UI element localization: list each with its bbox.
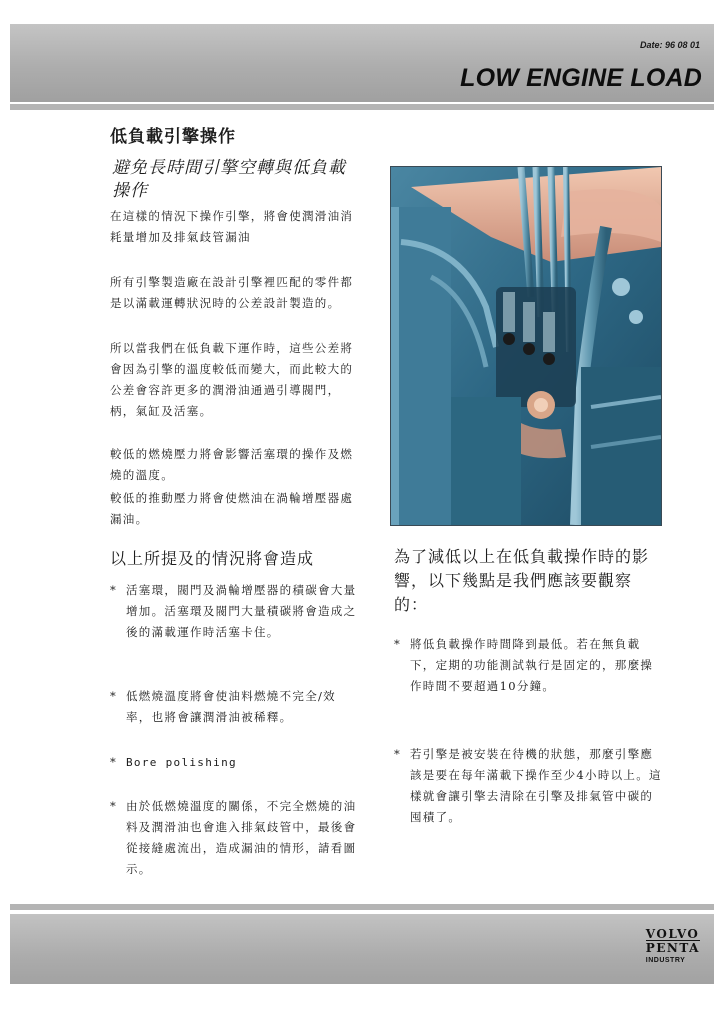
cause-text: 低燃燒溫度將會使油料燃燒不完全/效率，也將會讓潤滑油被稀釋。 — [126, 689, 336, 724]
cause-item — [110, 686, 360, 728]
header-divider — [10, 104, 714, 110]
observation-text: 若引擎是被安裝在待機的狀態，那麼引擎應該是要在每年滿載下操作至少4小時以上。這樣就會讓引擎去清除在引擎及排氣管中碳的囤積了。 — [410, 747, 662, 824]
paragraph-design: 所有引擎製造廠在設計引擎裡匹配的零件都是以滿載運轉狀況時的公差設計製造的。 — [110, 275, 354, 310]
main-heading: 低負載引擎操作 — [110, 127, 236, 147]
cause-text: 由於低燃燒溫度的關係，不完全燃燒的油料及潤滑油也會進入排氣歧管中，最後會從接縫處流出，造成漏油的情形，請看圖示。 — [126, 799, 357, 876]
paragraph-tolerance: 所以當我們在低負載下運作時，這些公差將會因為引擎的溫度較低而變大，而此較大的公差會容許更多的潤滑油通過引導閥門，柄，氣缸及活塞。 — [110, 341, 354, 418]
logo-line-industry: INDUSTRY — [645, 957, 686, 964]
logo-line-penta: PENTA — [645, 941, 700, 955]
paragraph-turbo: 較低的推動壓力將會使燃油在渦輪增壓器處漏油。 — [110, 491, 354, 526]
footer-band — [10, 914, 714, 984]
cause-text: 活塞環，閥門及渦輪增壓器的積碳會大量增加。活塞環及閥門大量積碳將會造成之後的滿載運作時活塞卡住。 — [126, 583, 357, 639]
cause-item — [110, 796, 360, 880]
bullet-star-icon: * — [394, 637, 402, 651]
bullet-star-icon: * — [110, 799, 118, 813]
cause-item — [110, 580, 360, 643]
observation-text: 將低負載操作時間降到最低。若在無負載下，定期的功能測試執行是固定的，那麼操作時間不要超過10分鐘。 — [410, 637, 654, 693]
observations-heading: 為了減低以上在低負載操作時的影響，以下幾點是我們應該要觀察的： — [394, 547, 650, 614]
cause-item — [110, 752, 360, 773]
bullet-star-icon: * — [394, 747, 402, 761]
volvo-penta-logo — [646, 928, 700, 964]
document-title: LOW ENGINE LOAD — [460, 64, 702, 92]
paragraph-intro: 在這樣的情況下操作引擎，將會使潤滑油消耗量增加及排氣歧管漏油 — [110, 209, 354, 244]
footer-divider — [10, 904, 714, 910]
engine-photo — [390, 166, 662, 526]
bullet-star-icon: * — [110, 755, 118, 769]
causes-heading: 以上所提及的情況將會造成 — [110, 549, 315, 568]
sub-heading: 避免長時間引擎空轉與低負載操作 — [112, 158, 346, 201]
bullet-star-icon: * — [110, 689, 118, 703]
bullet-star-icon: * — [110, 583, 118, 597]
cause-text: Bore polishing — [126, 756, 237, 769]
paragraph-combustion: 較低的燃燒壓力將會影響活塞環的操作及燃燒的溫度。 — [110, 447, 354, 482]
document-date: Date: 96 08 01 — [639, 40, 700, 50]
observation-item — [394, 744, 664, 828]
logo-line-volvo: VOLVO — [645, 927, 700, 941]
observation-item — [394, 634, 664, 697]
